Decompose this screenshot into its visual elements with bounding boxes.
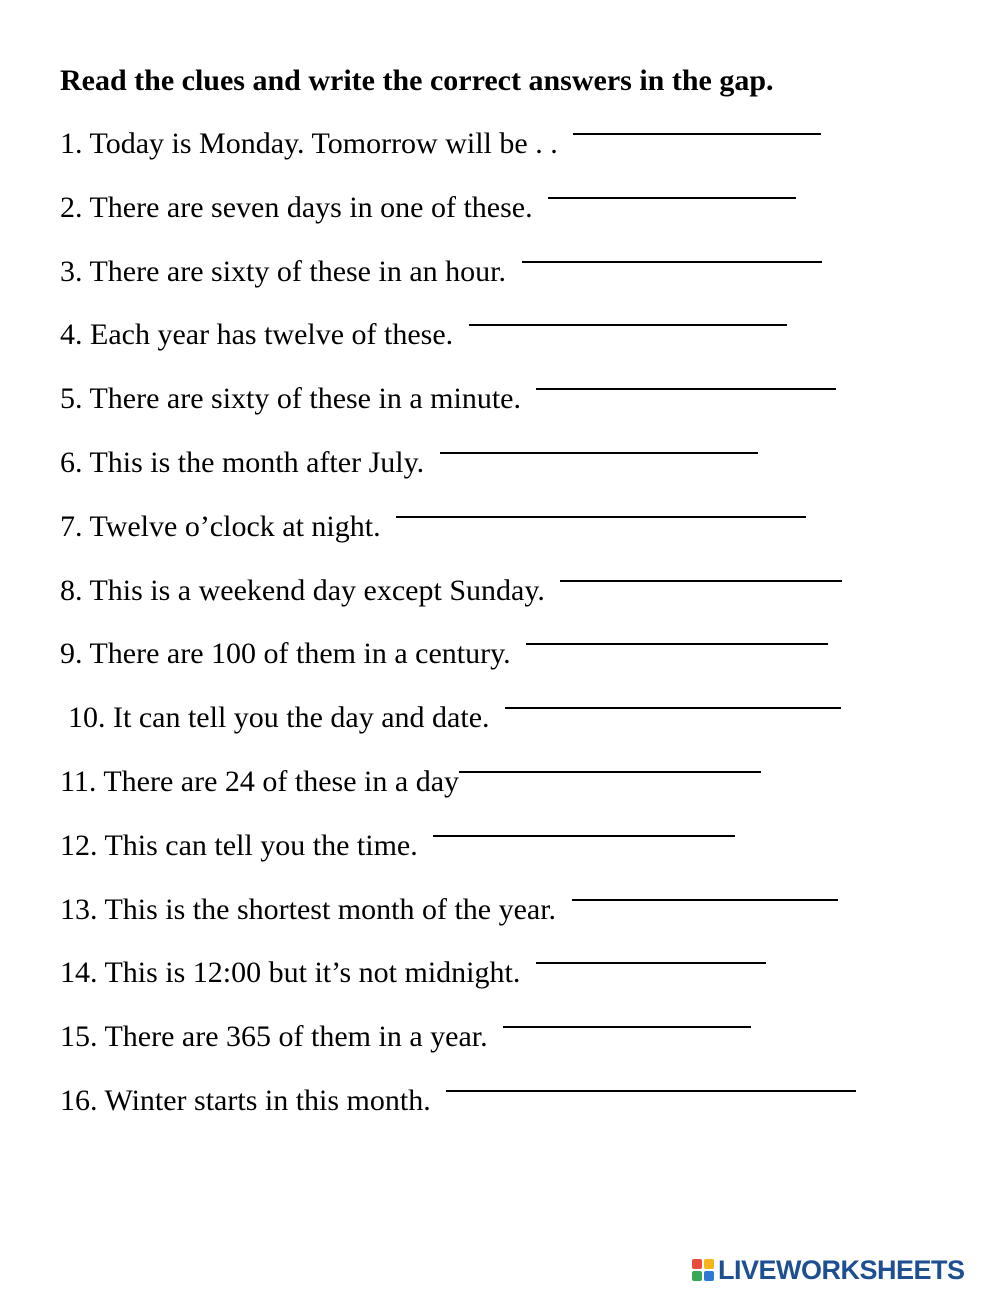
answer-gap-4[interactable] bbox=[469, 314, 787, 326]
worksheet-title: Read the clues and write the correct answers in the gap. bbox=[60, 64, 774, 97]
answer-gap-10[interactable] bbox=[505, 697, 841, 709]
liveworksheets-logo-icon bbox=[692, 1259, 714, 1281]
question-text: 3. There are sixty of these in an hour. bbox=[60, 254, 514, 288]
answer-gap-3[interactable] bbox=[522, 251, 822, 263]
logo-mark-tile bbox=[692, 1259, 702, 1269]
question-text: 10. It can tell you the day and date. bbox=[68, 701, 498, 735]
question-8 bbox=[60, 570, 960, 634]
question-4 bbox=[60, 314, 960, 378]
question-text: 4. Each year has twelve of these. bbox=[60, 318, 461, 352]
logo-mark-tile bbox=[704, 1259, 714, 1269]
question-5 bbox=[60, 378, 960, 442]
question-text: 11. There are 24 of these in a day bbox=[60, 764, 460, 798]
question-13 bbox=[60, 889, 960, 953]
question-text: 12. This can tell you the time. bbox=[60, 828, 426, 862]
question-text: 1. Today is Monday. Tomorrow will be . . bbox=[60, 127, 566, 160]
question-10 bbox=[60, 697, 960, 761]
question-text: 2. There are seven days in one of these. bbox=[60, 190, 541, 224]
question-text: 8. This is a weekend day except Sunday. bbox=[60, 573, 553, 607]
liveworksheets-logo bbox=[692, 1255, 965, 1285]
question-7 bbox=[60, 506, 960, 570]
question-2 bbox=[60, 187, 960, 251]
answer-gap-11[interactable] bbox=[459, 761, 761, 773]
question-12 bbox=[60, 825, 960, 889]
logo-mark-tile bbox=[704, 1271, 714, 1281]
logo-text: LIVEWORKSHEETS bbox=[718, 1254, 965, 1285]
question-15 bbox=[60, 1016, 960, 1080]
question-1 bbox=[60, 123, 960, 187]
question-text: 5. There are sixty of these in a minute. bbox=[60, 382, 529, 416]
question-text: 16. Winter starts in this month. bbox=[60, 1083, 439, 1117]
answer-gap-6[interactable] bbox=[440, 442, 758, 454]
answer-gap-1[interactable] bbox=[573, 123, 821, 135]
question-3 bbox=[60, 251, 960, 315]
answer-gap-2[interactable] bbox=[548, 187, 796, 199]
question-text: 14. This is 12:00 but it’s not midnight. bbox=[60, 956, 528, 990]
answer-gap-13[interactable] bbox=[572, 889, 838, 901]
question-text: 9. There are 100 of them in a century. bbox=[60, 637, 519, 671]
question-6 bbox=[60, 442, 960, 506]
answer-gap-15[interactable] bbox=[503, 1016, 751, 1028]
question-text: 13. This is the shortest month of the year. bbox=[60, 892, 564, 926]
answer-gap-12[interactable] bbox=[433, 825, 735, 837]
logo-mark-tile bbox=[692, 1271, 702, 1281]
question-text: 6. This is the month after July. bbox=[60, 445, 432, 479]
question-text: 7. Twelve o’clock at night. bbox=[60, 509, 389, 543]
answer-gap-7[interactable] bbox=[396, 506, 806, 518]
answer-gap-8[interactable] bbox=[560, 570, 842, 582]
question-9 bbox=[60, 633, 960, 697]
answer-gap-5[interactable] bbox=[536, 378, 836, 390]
question-16 bbox=[60, 1080, 960, 1144]
question-text: 15. There are 365 of them in a year. bbox=[60, 1020, 496, 1054]
question-11 bbox=[60, 761, 960, 825]
answer-gap-14[interactable] bbox=[536, 952, 766, 964]
question-14 bbox=[60, 952, 960, 1016]
answer-gap-9[interactable] bbox=[526, 633, 828, 645]
question-list bbox=[60, 123, 960, 1144]
answer-gap-16[interactable] bbox=[446, 1080, 856, 1092]
